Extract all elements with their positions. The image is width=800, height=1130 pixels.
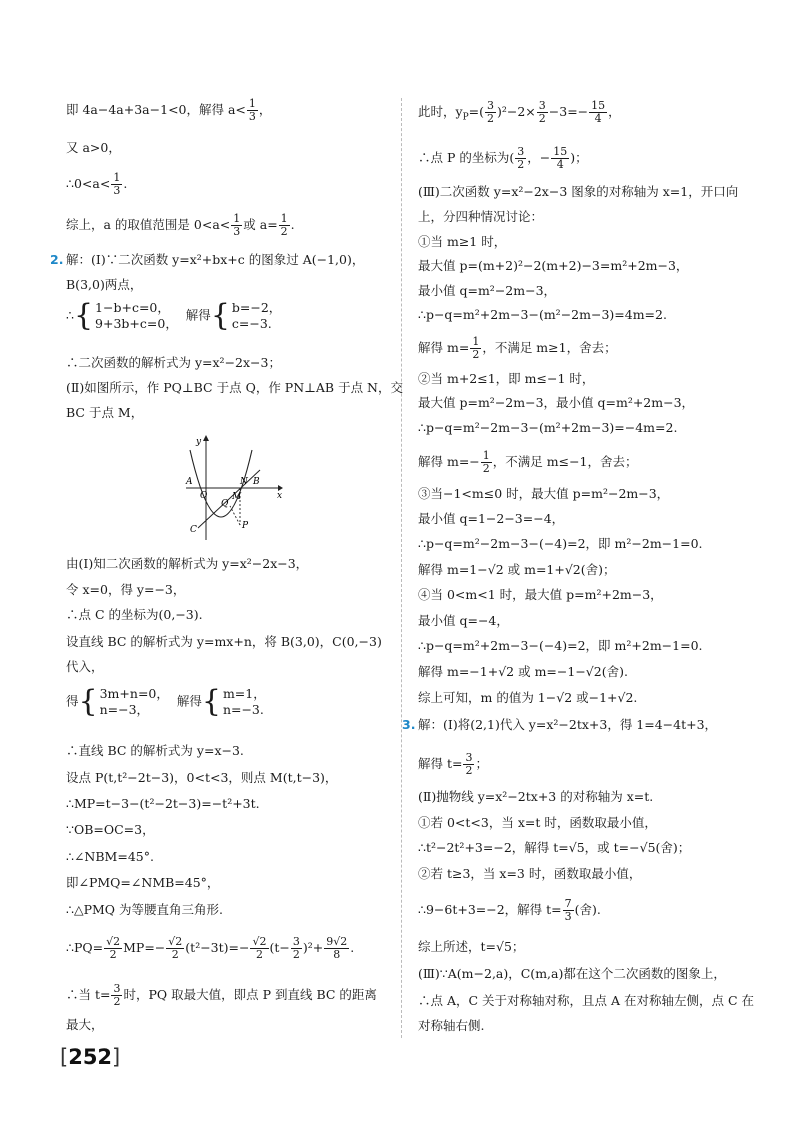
text-line: ∴点 A，C 关于对称轴对称，且点 A 在对称轴左侧，点 C 在 [418,993,755,1008]
text-line: 即∠PMQ=∠NMB=45°， [66,875,220,890]
text-line: ∴9−6t+3=−2，解得 t= $\frac{7}{3}$ (舍). [418,897,601,923]
text-line: ∴∠NBM=45°. [66,849,154,864]
text-line: 综上所述，t=√5； [418,939,525,954]
page-number: [252] [60,1045,121,1069]
parabola-figure [182,432,286,544]
question-number: 3. [402,717,416,732]
text-line: B(3,0)两点， [66,277,143,292]
text-line: ∴p−q=m²−2m−3−(m²+2m−3)=−4m=2. [418,420,678,435]
text-line: ∴当 t= $\frac{3}{2}$ 时，PQ 取最大值，即点 P 到直线 BC 的距离 [66,982,377,1008]
text-line: ③当−1<m≤0 时，最大值 p=m²−2m−3， [418,486,670,501]
text-line: ①当 m≥1 时， [418,234,507,249]
label-q: Q [221,499,229,509]
text-line: ④当 0<m<1 时，最大值 p=m²+2m−3， [418,587,663,602]
label-m: M [232,492,242,502]
text-line: 设直线 BC 的解析式为 y=mx+n，将 B(3,0)，C(0,−3) [66,634,382,649]
text-line: 最小值 q=−4， [418,613,509,628]
label-b: B [253,477,260,487]
text-line: 解得 m=−1+√2 或 m=−1−√2(舍). [418,664,628,679]
text-line: BC 于点 M， [66,405,144,420]
fraction: $\frac{1}{3}$ [248,97,256,123]
formula-line: ∴点 P 的坐标为( $\frac{3}{2}$ ，− $\frac{15}{4}$ )； [418,145,588,171]
fraction: $\frac{1}{3}$ [113,171,121,197]
text-line: 综上，a 的取值范围是 0<a< $\frac{1}{3}$ 或 a= $\frac{1}{2}$ . [66,212,295,238]
text-line: ②当 m+2≤1，即 m≤−1 时， [418,371,595,386]
label-y: y [196,437,202,447]
text-line: (Ⅱ)抛物线 y=x²−2tx+3 的对称轴为 x=t. [418,789,654,804]
text-line: 解得 m=− $\frac{1}{2}$ ，不满足 m≤−1，舍去； [418,449,638,475]
text-line: 综上可知，m 的值为 1−√2 或−1+√2. [418,690,638,705]
text-line: ∴△PMQ 为等腰直角三角形. [66,902,223,917]
text-line: (Ⅱ)如图所示，作 PQ⊥BC 于点 Q，作 PN⊥AB 于点 N，交 [66,380,403,395]
label-o: O [200,491,208,501]
text-line: (Ⅲ)∵A(m−2,a)，C(m,a)都在这个二次函数的图象上， [418,966,726,981]
fraction: $\frac{1}{2}$ [280,212,288,238]
text-line: ∴p−q=m²+2m−3−(−4)=2，即 m²+2m−1=0. [418,638,703,653]
text-line: 由(Ⅰ)知二次函数的解析式为 y=x²−2x−3， [66,556,309,571]
fraction: $\frac{1}{3}$ [233,212,241,238]
question-number: 2. [50,252,64,267]
text-line: ①若 0<t<3，当 x=t 时，函数取最小值， [418,815,657,830]
text-line: 代入， [66,659,104,674]
text-line: 解得 t= $\frac{3}{2}$ ； [418,751,488,777]
text-line: ∴点 C 的坐标为(0,−3). [66,607,203,622]
text-line: 对称轴右侧. [418,1018,485,1033]
label-x: x [277,491,283,501]
label-a: A [186,477,193,487]
text-line: 上，分四种情况讨论： [418,209,544,224]
text-line: ∴直线 BC 的解析式为 y=x−3. [66,743,244,758]
text-line: 解得 m=1−√2 或 m=1+√2(舍)； [418,562,616,577]
label-p: P [242,521,249,531]
column-divider [401,98,402,1038]
text-line: 2. 解：(Ⅰ)∵二次函数 y=x²+bx+c 的图象过 A(−1,0)， [50,252,365,267]
text-line: 解得 m= $\frac{1}{2}$ ，不满足 m≥1，舍去； [418,335,617,361]
formula-line: ∴PQ= $\frac{√2}{2}$ MP=− $\frac{√2}{2}$ (t²−3t)=− $\frac{√2}{2}$ (t− $\frac{3}{2}$ )²+ $\frac{9√2}{8}$ . [66,935,355,961]
text-line: ∴0<a< $\frac{1}{3}$ . [66,171,128,197]
text-line: ∴MP=t−3−(t²−2t−3)=−t²+3t. [66,796,260,811]
text-line: 3. 解：(Ⅰ)将(2,1)代入 y=x²−2tx+3，得 1=4−4t+3， [402,717,718,732]
text-line: 最大值 p=(m+2)²−2(m+2)−3=m²+2m−3， [418,258,689,273]
text-line: ∵OB=OC=3， [66,822,155,837]
text-line: ∴p−q=m²+2m−3−(m²−2m−3)=4m=2. [418,307,667,322]
text-line: ∴t²−2t²+3=−2，解得 t=√5，或 t=−√5(舍)； [418,840,691,855]
equation-system: ∴{ 1−b+c=0， 9+3b+c=0， 解得{ b=−2， c=−3. [66,298,282,333]
text-line: ∴二次函数的解析式为 y=x²−2x−3； [66,355,281,370]
text-line: 令 x=0，得 y=−3， [66,582,186,597]
text-line: ∴p−q=m²−2m−3−(−4)=2，即 m²−2m−1=0. [418,536,703,551]
formula-line: 此时，$y_P=$( $\frac{3}{2}$ )²−2× $\frac{3}{2}$ −3=− $\frac{15}{4}$ ， [418,99,621,125]
equation-system: 得{ 3m+n=0， n=−3， 解得{ m=1， n=−3. [66,684,266,719]
label-c: C [190,525,197,535]
y-axis-arrow [203,435,209,441]
text-line: 最大， [66,1017,104,1032]
label-n: N [240,477,248,487]
text-line: ②若 t≥3，当 x=3 时，函数取最小值， [418,866,642,881]
text-line: 又 a>0， [66,140,121,155]
text-line: (Ⅲ)二次函数 y=x²−2x−3 图象的对称轴为 x=1，开口向 [418,184,739,199]
text-line: 设点 P(t,t²−2t−3)，0<t<3，则点 M(t,t−3)， [66,770,338,785]
text-line: 最小值 q=m²−2m−3， [418,283,557,298]
text-line: 最大值 p=m²−2m−3，最小值 q=m²+2m−3， [418,395,695,410]
text-line: 最小值 q=1−2−3=−4， [418,511,565,526]
text-line: 即 4a−4a+3a−1<0，解得 a< $\frac{1}{3}$ ， [66,97,272,123]
